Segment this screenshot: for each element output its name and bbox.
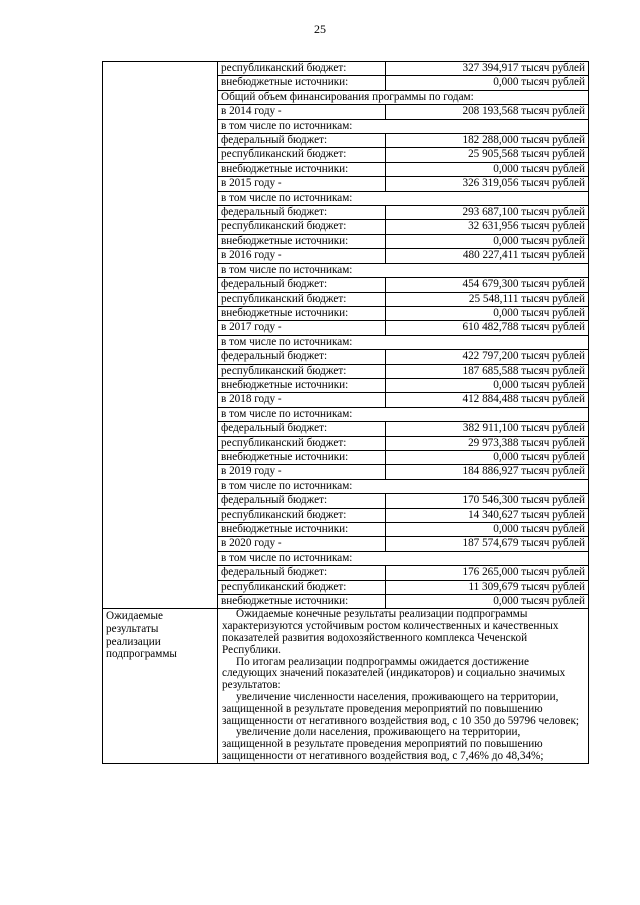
left-empty-cell (103, 292, 218, 306)
left-empty-cell (103, 234, 218, 248)
left-empty-cell (103, 551, 218, 565)
source-value: 25 548,111 тысяч рублей (386, 292, 589, 306)
left-empty-cell (103, 422, 218, 436)
source-label: федеральный бюджет: (218, 134, 386, 148)
left-empty-cell (103, 90, 218, 104)
table-row (103, 177, 589, 191)
source-label: федеральный бюджет: (218, 494, 386, 508)
source-label: республиканский бюджет: (218, 220, 386, 234)
table-row (103, 537, 589, 551)
table-row (103, 508, 589, 522)
left-empty-cell (103, 162, 218, 176)
source-value: 29 973,388 тысяч рублей (386, 436, 589, 450)
source-value: 454 679,300 тысяч рублей (386, 278, 589, 292)
source-value: 0,000 тысяч рублей (386, 450, 589, 464)
source-value: 187 685,588 тысяч рублей (386, 364, 589, 378)
year-total: 480 227,411 тысяч рублей (386, 249, 589, 263)
results-paragraph: увеличение доли населения, проживающего на территории, защищенной в результате проведения мероприятий по повышению защищенности от негативного воздействия вод, с 7,46% до 48,34%; (222, 726, 544, 762)
source-label: республиканский бюджет: (218, 508, 386, 522)
source-value: 14 340,627 тысяч рублей (386, 508, 589, 522)
source-label: внебюджетные источники: (218, 523, 386, 537)
source-label: внебюджетные источники: (218, 595, 386, 609)
table-row (103, 450, 589, 464)
table-row (103, 566, 589, 580)
source-value: 182 288,000 тысяч рублей (386, 134, 589, 148)
left-empty-cell (103, 76, 218, 90)
results-label: Ожидаемые результаты реализации подпрограммы (103, 609, 218, 763)
year-label: в 2020 году - (218, 537, 386, 551)
results-row (103, 609, 589, 763)
source-label: республиканский бюджет: (218, 292, 386, 306)
left-empty-cell (103, 306, 218, 320)
year-label: в 2015 году - (218, 177, 386, 191)
left-empty-cell (103, 393, 218, 407)
table-row (103, 134, 589, 148)
sources-header: в том числе по источникам: (218, 191, 589, 205)
left-empty-cell (103, 134, 218, 148)
table-row (103, 364, 589, 378)
source-value: 422 797,200 тысяч рублей (386, 350, 589, 364)
year-total: 187 574,679 тысяч рублей (386, 537, 589, 551)
left-empty-cell (103, 537, 218, 551)
left-empty-cell (103, 350, 218, 364)
left-empty-cell (103, 450, 218, 464)
results-paragraph: По итогам реализации подпрограммы ожидается достижение следующих значений показателей (индикаторов) и социально значимых результатов: (222, 655, 566, 692)
source-value: 0,000 тысяч рублей (386, 306, 589, 320)
left-empty-cell (103, 62, 218, 76)
table-row (103, 523, 589, 537)
table-row (103, 479, 589, 493)
table-row (103, 350, 589, 364)
source-value: 0,000 тысяч рублей (386, 76, 589, 90)
left-empty-cell (103, 566, 218, 580)
table-row (103, 321, 589, 335)
left-empty-cell (103, 436, 218, 450)
left-empty-cell (103, 177, 218, 191)
year-label: в 2019 году - (218, 465, 386, 479)
table-row (103, 148, 589, 162)
left-empty-cell (103, 119, 218, 133)
source-value: 32 631,956 тысяч рублей (386, 220, 589, 234)
source-label: внебюджетные источники: (218, 76, 386, 90)
left-empty-cell (103, 278, 218, 292)
source-label: республиканский бюджет: (218, 436, 386, 450)
source-label: внебюджетные источники: (218, 162, 386, 176)
table-row (103, 90, 589, 104)
table-row (103, 119, 589, 133)
financing-header: Общий объем финансирования программы по годам: (218, 90, 589, 104)
source-label: федеральный бюджет: (218, 206, 386, 220)
source-label: федеральный бюджет: (218, 566, 386, 580)
table-row (103, 407, 589, 421)
source-value: 0,000 тысяч рублей (386, 378, 589, 392)
source-value: 0,000 тысяч рублей (386, 162, 589, 176)
sources-header: в том числе по источникам: (218, 407, 589, 421)
source-label: внебюджетные источники: (218, 378, 386, 392)
financing-table (102, 61, 589, 764)
source-label: федеральный бюджет: (218, 350, 386, 364)
left-empty-cell (103, 206, 218, 220)
page-number: 25 (314, 22, 326, 36)
left-empty-cell (103, 263, 218, 277)
source-value: 0,000 тысяч рублей (386, 234, 589, 248)
source-label: внебюджетные источники: (218, 450, 386, 464)
table-row (103, 465, 589, 479)
year-label: в 2018 году - (218, 393, 386, 407)
left-empty-cell (103, 191, 218, 205)
table-row (103, 551, 589, 565)
source-label: республиканский бюджет: (218, 364, 386, 378)
table-row (103, 436, 589, 450)
table-row (103, 595, 589, 609)
sources-header: в том числе по источникам: (218, 119, 589, 133)
year-total: 326 319,056 тысяч рублей (386, 177, 589, 191)
source-label: федеральный бюджет: (218, 278, 386, 292)
table-row (103, 206, 589, 220)
source-value: 327 394,917 тысяч рублей (386, 62, 589, 76)
left-empty-cell (103, 580, 218, 594)
table-row (103, 62, 589, 76)
source-value: 0,000 тысяч рублей (386, 595, 589, 609)
table-row (103, 220, 589, 234)
source-value: 382 911,100 тысяч рублей (386, 422, 589, 436)
left-empty-cell (103, 595, 218, 609)
source-label: республиканский бюджет: (218, 62, 386, 76)
source-value: 176 265,000 тысяч рублей (386, 566, 589, 580)
table-row (103, 306, 589, 320)
table-row (103, 234, 589, 248)
source-label: внебюджетные источники: (218, 234, 386, 248)
left-empty-cell (103, 321, 218, 335)
left-empty-cell (103, 220, 218, 234)
source-value: 293 687,100 тысяч рублей (386, 206, 589, 220)
left-empty-cell (103, 148, 218, 162)
year-label: в 2016 году - (218, 249, 386, 263)
year-total: 184 886,927 тысяч рублей (386, 465, 589, 479)
year-total: 610 482,788 тысяч рублей (386, 321, 589, 335)
left-empty-cell (103, 249, 218, 263)
left-empty-cell (103, 407, 218, 421)
source-value: 170 546,300 тысяч рублей (386, 494, 589, 508)
year-label: в 2014 году - (218, 105, 386, 119)
left-empty-cell (103, 508, 218, 522)
year-total: 412 884,488 тысяч рублей (386, 393, 589, 407)
table-row (103, 335, 589, 349)
source-label: республиканский бюджет: (218, 580, 386, 594)
table-row (103, 393, 589, 407)
source-value: 0,000 тысяч рублей (386, 523, 589, 537)
table-row (103, 76, 589, 90)
table-row (103, 105, 589, 119)
table-row (103, 494, 589, 508)
sources-header: в том числе по источникам: (218, 263, 589, 277)
table-row (103, 263, 589, 277)
source-value: 11 309,679 тысяч рублей (386, 580, 589, 594)
results-text (218, 609, 589, 763)
table-row (103, 580, 589, 594)
results-paragraph: Ожидаемые конечные результаты реализации подпрограммы характеризуются устойчивым ростом количественных и качественных показателей развития водохозяйственного комплекса Чеченской Республики. (222, 608, 559, 656)
left-empty-cell (103, 523, 218, 537)
table-row (103, 422, 589, 436)
left-empty-cell (103, 335, 218, 349)
source-value: 25 905,568 тысяч рублей (386, 148, 589, 162)
left-empty-cell (103, 105, 218, 119)
table-row (103, 162, 589, 176)
left-empty-cell (103, 364, 218, 378)
table-row (103, 249, 589, 263)
table-row (103, 191, 589, 205)
left-empty-cell (103, 378, 218, 392)
sources-header: в том числе по источникам: (218, 479, 589, 493)
left-empty-cell (103, 494, 218, 508)
sources-header: в том числе по источникам: (218, 335, 589, 349)
left-empty-cell (103, 479, 218, 493)
table-row (103, 292, 589, 306)
source-label: федеральный бюджет: (218, 422, 386, 436)
source-label: республиканский бюджет: (218, 148, 386, 162)
left-empty-cell (103, 465, 218, 479)
results-paragraph: увеличение численности населения, проживающего на территории, защищенной в результате проведения мероприятий по повышению защищенности от негативного воздействия вод, с 10 350 до 59796 человек; (222, 691, 579, 727)
source-label: внебюджетные источники: (218, 306, 386, 320)
sources-header: в том числе по источникам: (218, 551, 589, 565)
year-label: в 2017 году - (218, 321, 386, 335)
table-row (103, 378, 589, 392)
year-total: 208 193,568 тысяч рублей (386, 105, 589, 119)
table-row (103, 278, 589, 292)
